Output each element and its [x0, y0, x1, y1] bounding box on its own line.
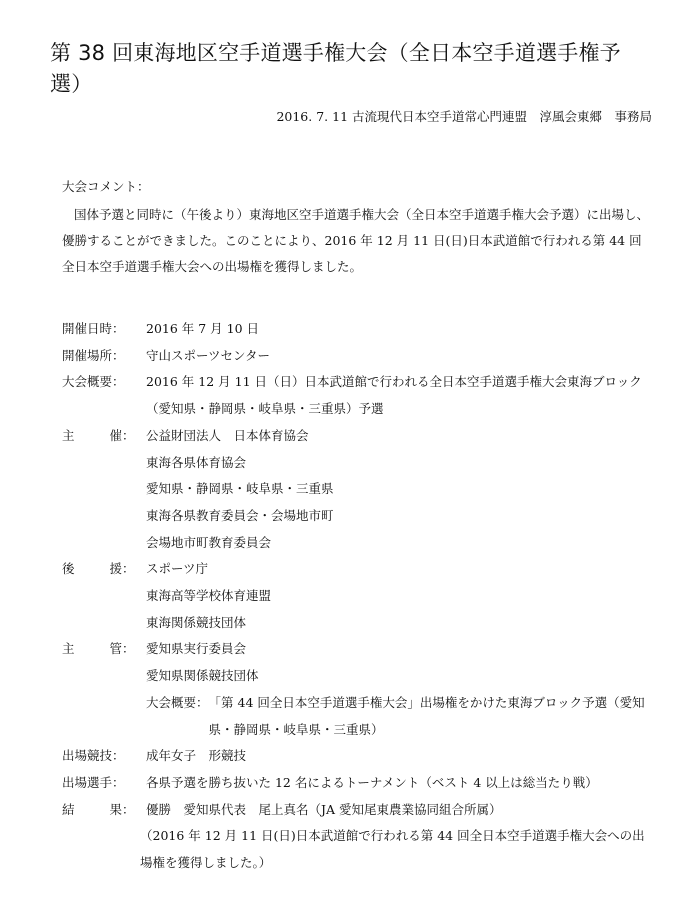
info-row-event: [62, 743, 652, 770]
event-info: [62, 316, 652, 877]
info-label: 開催場所：: [62, 347, 125, 363]
info-value: 各県予選を勝ち抜いた 12 名によるトーナメント（ベスト 4 以上は総当たり戦）: [146, 774, 598, 790]
comment-body: 国体予選と同時に（午後より）東海地区空手道選手権大会（全日本空手道選手権大会予選）に出場し、優勝することができました。このことにより、2016 年 12 月 11 日(日)日本武道館で行われる第 44 回全日本空手道選手権大会への出場権を獲得しました。: [62, 207, 650, 274]
info-row-players: [62, 770, 652, 797]
info-row-result: [62, 797, 652, 824]
info-value: 公益財団法人 日本体育協会: [146, 427, 309, 443]
management-sub-value: 「第 44 回全日本空手道選手権大会」出場権をかけた東海ブロック予選（愛知県・静岡県・岐阜県・三重県）: [208, 694, 645, 737]
info-label: 出場競技：: [62, 748, 125, 764]
info-value: 2016 年 7 月 10 日: [146, 321, 260, 336]
info-label: 主 催：: [62, 427, 135, 443]
management-sub: [62, 690, 652, 743]
info-label: 大会概要：: [62, 374, 125, 390]
info-label: 開催日時：: [62, 321, 125, 336]
management-sub-row: [146, 690, 652, 743]
info-label: 主 管：: [62, 641, 135, 657]
info-value: 成年女子 形競技: [146, 748, 247, 764]
info-label: 後 援：: [62, 561, 135, 577]
info-line: 東海関係競技団体: [146, 614, 247, 630]
info-line: 東海高等学校体育連盟: [146, 588, 272, 604]
info-value: 優勝 愛知県代表 尾上真名（JA 愛知尾東農業協同組合所属）: [146, 801, 502, 817]
info-line: 愛知県関係競技団体: [146, 668, 259, 684]
info-value: 守山スポーツセンター: [146, 347, 271, 363]
info-row-management: [62, 636, 652, 663]
result-note: （2016 年 12 月 11 日(日)日本武道館で行われる第 44 回全日本空手道選手権大会への出場権を獲得しました。）: [140, 828, 645, 871]
info-label: 出場選手：: [62, 774, 125, 790]
info-row-organizer: [62, 423, 652, 450]
info-label: 結 果：: [62, 801, 135, 817]
comment-label: 大会コメント：: [62, 179, 150, 194]
info-row-date: [62, 316, 652, 343]
info-value: 愛知県実行委員会: [146, 641, 247, 657]
info-row-venue: [62, 343, 652, 370]
management-sub-label: 大会概要：: [146, 694, 209, 710]
info-line: 東海各県体育協会: [146, 454, 247, 470]
info-row-support: [62, 556, 652, 583]
info-line: 会場地市町教育委員会: [146, 534, 272, 550]
info-row-overview: [62, 369, 652, 422]
info-line: 東海各県教育委員会・会場地市町: [146, 507, 334, 523]
info-value: 2016 年 12 月 11 日（日）日本武道館で行われる全日本空手道選手権大会東海ブロック（愛知県・静岡県・岐阜県・三重県）予選: [146, 374, 642, 417]
dateline: 2016. 7. 11 古流現代日本空手道常心門連盟 淳風会東郷 事務局: [276, 109, 652, 124]
info-line: 愛知県・静岡県・岐阜県・三重県: [146, 481, 334, 497]
page-title: 第 38 回東海地区空手道選手権大会（全日本空手道選手権予選）: [50, 41, 621, 96]
info-value: スポーツ庁: [146, 561, 209, 577]
